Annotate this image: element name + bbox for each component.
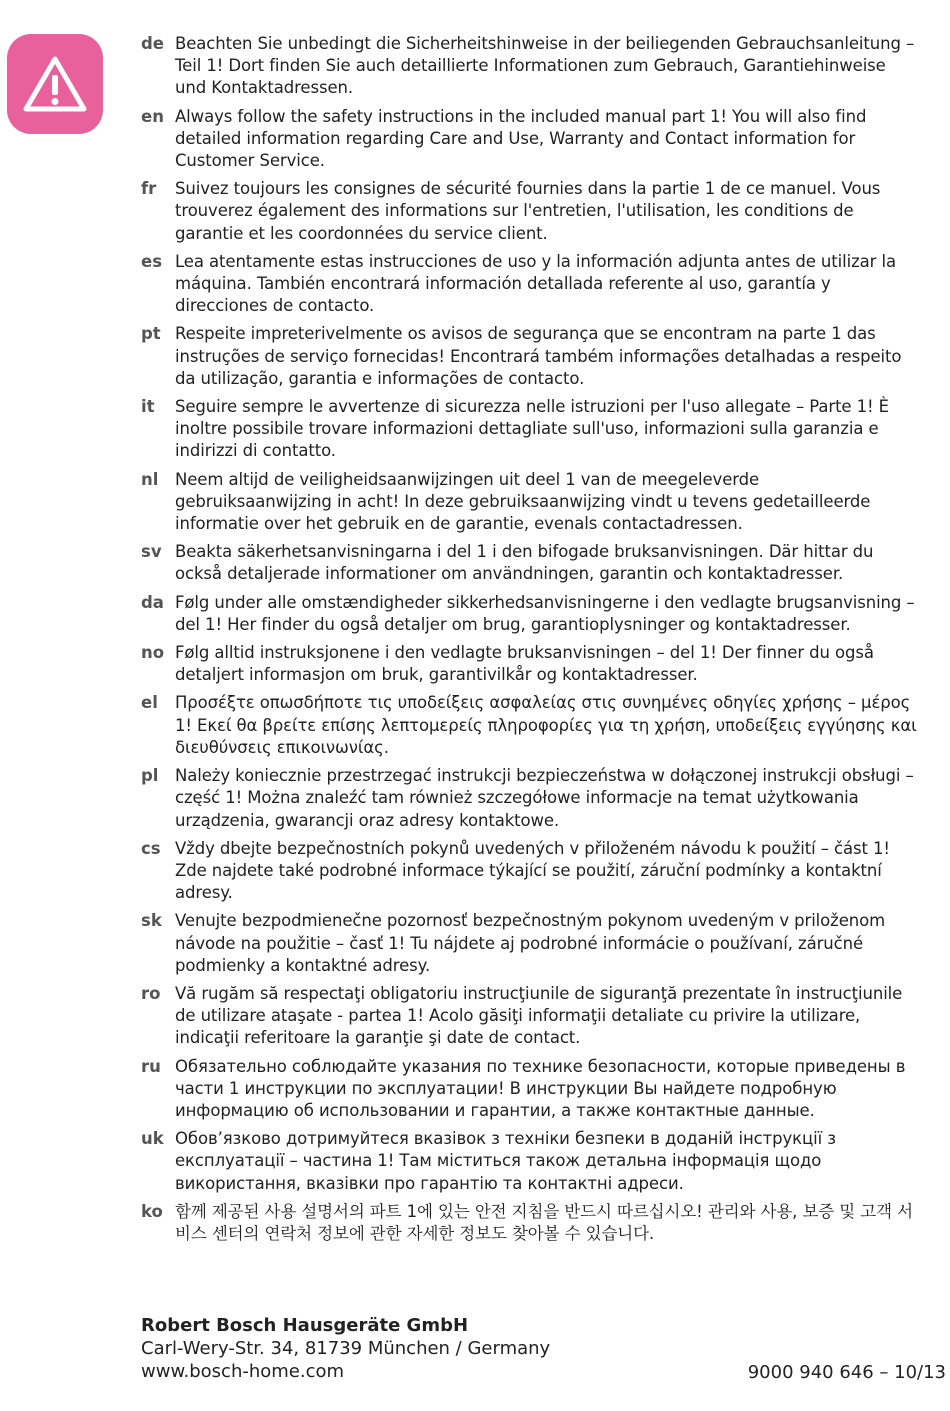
warning-triangle-icon <box>22 54 88 114</box>
notice-no <box>141 642 921 686</box>
notice-text: Vă rugăm să respectaţi obligatoriu instrucţiunile de siguranţă prezentate în instrucţiunile de utilizare ataşate - partea 1! Acolo găsiţi informaţii detaliate cu privire la utilizare, indicaţii referitoare la garanţie şi date de contact. <box>175 983 903 1048</box>
language-code: en <box>141 106 164 126</box>
notice-nl <box>141 469 921 536</box>
notice-text: Προσέξτε οπωσδήποτε τις υποδείξεις ασφαλείας στις συνημένες οδηγίες χρήσης – μέρος 1! Εκεί θα βρείτε επίσης λεπτομερείς πληροφορίες για τη χρήση, υποδείξεις εγγύησης και διευθύνσεις επικοινωνίας. <box>175 693 917 757</box>
notice-text: Обов’язково дотримуйтеся вказівок з техніки безпеки в доданій інструкції з експлуатації – частина 1! Там міститься також детальна інформація щодо використання, вказівки про гарантію та контактні адреси. <box>175 1129 836 1193</box>
notice-en <box>141 106 921 173</box>
notice-text: Suivez toujours les consignes de sécurité fournies dans la partie 1 de ce manuel. Vous trouverez également des informations sur l'entretien, l'utilisation, les conditions de garantie et les coordonnées du service client. <box>175 179 881 243</box>
notice-text: Respeite impreterivelmente os avisos de segurança que se encontram na parte 1 das instruções de serviço fornecidas! Encontrará também informações detalhadas a respeito da utilização, garantia e informações de contacto. <box>175 324 902 388</box>
notice-sv <box>141 541 921 585</box>
notice-pt <box>141 323 921 390</box>
notice-text: Følg alltid instruksjonene i den vedlagte bruksanvisningen – del 1! Der finner du også detaljert informasjon om bruk, garantivilkår og kontaktadresser. <box>175 643 874 685</box>
notice-text: Обязательно соблюдайте указания по технике безопасности, которые приведены в части 1 инструкции по эксплуатации! В инструкции Вы найдете подробную информацию об использовании и гарантии, а также контактные данные. <box>175 1056 906 1120</box>
language-code: es <box>141 251 163 271</box>
notice-text: Seguire sempre le avvertenze di sicurezza nelle istruzioni per l'uso allegate – Parte 1! È inoltre possibile trovare informazioni dettagliate sull'uso, informazioni sulla garanzia e indirizzi di contatto. <box>175 397 890 461</box>
notice-text: Beakta säkerhetsanvisningarna i del 1 i den bifogade bruksanvisningen. Där hittar du också detaljerade informationer om användningen, garantin och kontaktadresser. <box>175 542 874 584</box>
warning-badge <box>7 34 103 134</box>
notice-text: Vždy dbejte bezpečnostních pokynů uvedených v přiloženém návodu k použití – část 1! Zde najdete také podrobné informace týkající se použití, záruční podmínky a kontaktní adresy. <box>175 838 890 903</box>
language-code: sv <box>141 542 162 562</box>
language-code: cs <box>141 838 161 858</box>
company-website: www.bosch-home.com <box>141 1361 345 1382</box>
notice-text: Neem altijd de veiligheidsaanwijzingen uit deel 1 van de meegeleverde gebruiksaanwijzing in acht! In deze gebruiksaanwijzing vindt u tevens gedetailleerde informatie over het gebruik en de garantie, evenals contactadressen. <box>175 469 871 534</box>
language-code: uk <box>141 1129 164 1149</box>
notice-text: Always follow the safety instructions in the included manual part 1! You will also find detailed information regarding Care and Use, Warranty and Contact information for Customer Service. <box>175 106 867 171</box>
language-code: sk <box>141 911 162 931</box>
notice-text: Beachten Sie unbedingt die Sicherheitshinweise in der beiliegenden Gebrauchsanleitung – Teil 1! Dort finden Sie auch detaillierte Informationen zum Gebrauch, Garantiehinweise und Kontaktadressen. <box>175 34 915 98</box>
notice-text: Lea atentamente estas instrucciones de uso y la información adjunta antes de utilizar la máquina. También encontrará información detallada referente al uso, garantía y direcciones de contacto. <box>175 251 896 316</box>
language-code: da <box>141 592 164 612</box>
company-name: Robert Bosch Hausgeräte GmbH <box>141 1315 469 1336</box>
notice-ko <box>141 1201 921 1245</box>
language-code: nl <box>141 469 159 489</box>
language-code: pl <box>141 766 159 786</box>
language-code: it <box>141 397 155 417</box>
notice-text: Należy koniecznie przestrzegać instrukcji bezpieczeństwa w dołączonej instrukcji obsługi – część 1! Można znaleźć tam również szczegółowe informacje na temat użytkowania urządzenia, gwarancji oraz adresy kontaktowe. <box>175 766 914 830</box>
notice-pl <box>141 765 921 832</box>
language-code: pt <box>141 324 161 344</box>
notice-text: Følg under alle omstændigheder sikkerhedsanvisningerne i den vedlagte brugsanvisning – del 1! Her finder du også detaljer om brug, garantioplysninger og kontaktadresser. <box>175 592 915 634</box>
notice-cs <box>141 838 921 905</box>
language-code: no <box>141 643 165 663</box>
language-code: de <box>141 34 165 53</box>
notice-de <box>141 33 921 100</box>
document-number: 9000 940 646 – 10/13 <box>747 1362 946 1383</box>
notice-ru <box>141 1056 921 1123</box>
notice-da <box>141 592 921 636</box>
notice-ro <box>141 983 921 1050</box>
notice-es <box>141 251 921 318</box>
language-code: ru <box>141 1056 161 1076</box>
notice-uk <box>141 1128 921 1195</box>
language-code: fr <box>141 179 157 199</box>
notice-sk <box>141 910 921 977</box>
language-code: ro <box>141 983 161 1003</box>
language-code: el <box>141 693 158 713</box>
language-notice-list <box>141 33 921 1251</box>
notice-it <box>141 396 921 463</box>
notice-text: Venujte bezpodmienečne pozornosť bezpečnostným pokynom uvedeným v priloženom návode na použitie – časť 1! Tu nájdete aj podrobné informácie o používaní, záručné podmienky a kontaktné adresy. <box>175 911 886 975</box>
notice-text: 함께 제공된 사용 설명서의 파트 1에 있는 안전 지침을 반드시 따르십시오! 관리와 사용, 보증 및 고객 서비스 센터의 연락처 정보에 관한 자세한 정보도 찾아볼 수 있습니다. <box>175 1201 913 1243</box>
language-code: ko <box>141 1201 163 1221</box>
notice-el <box>141 692 921 759</box>
company-address: Carl-Wery-Str. 34, 81739 München / Germany <box>141 1338 551 1359</box>
notice-fr <box>141 178 921 245</box>
